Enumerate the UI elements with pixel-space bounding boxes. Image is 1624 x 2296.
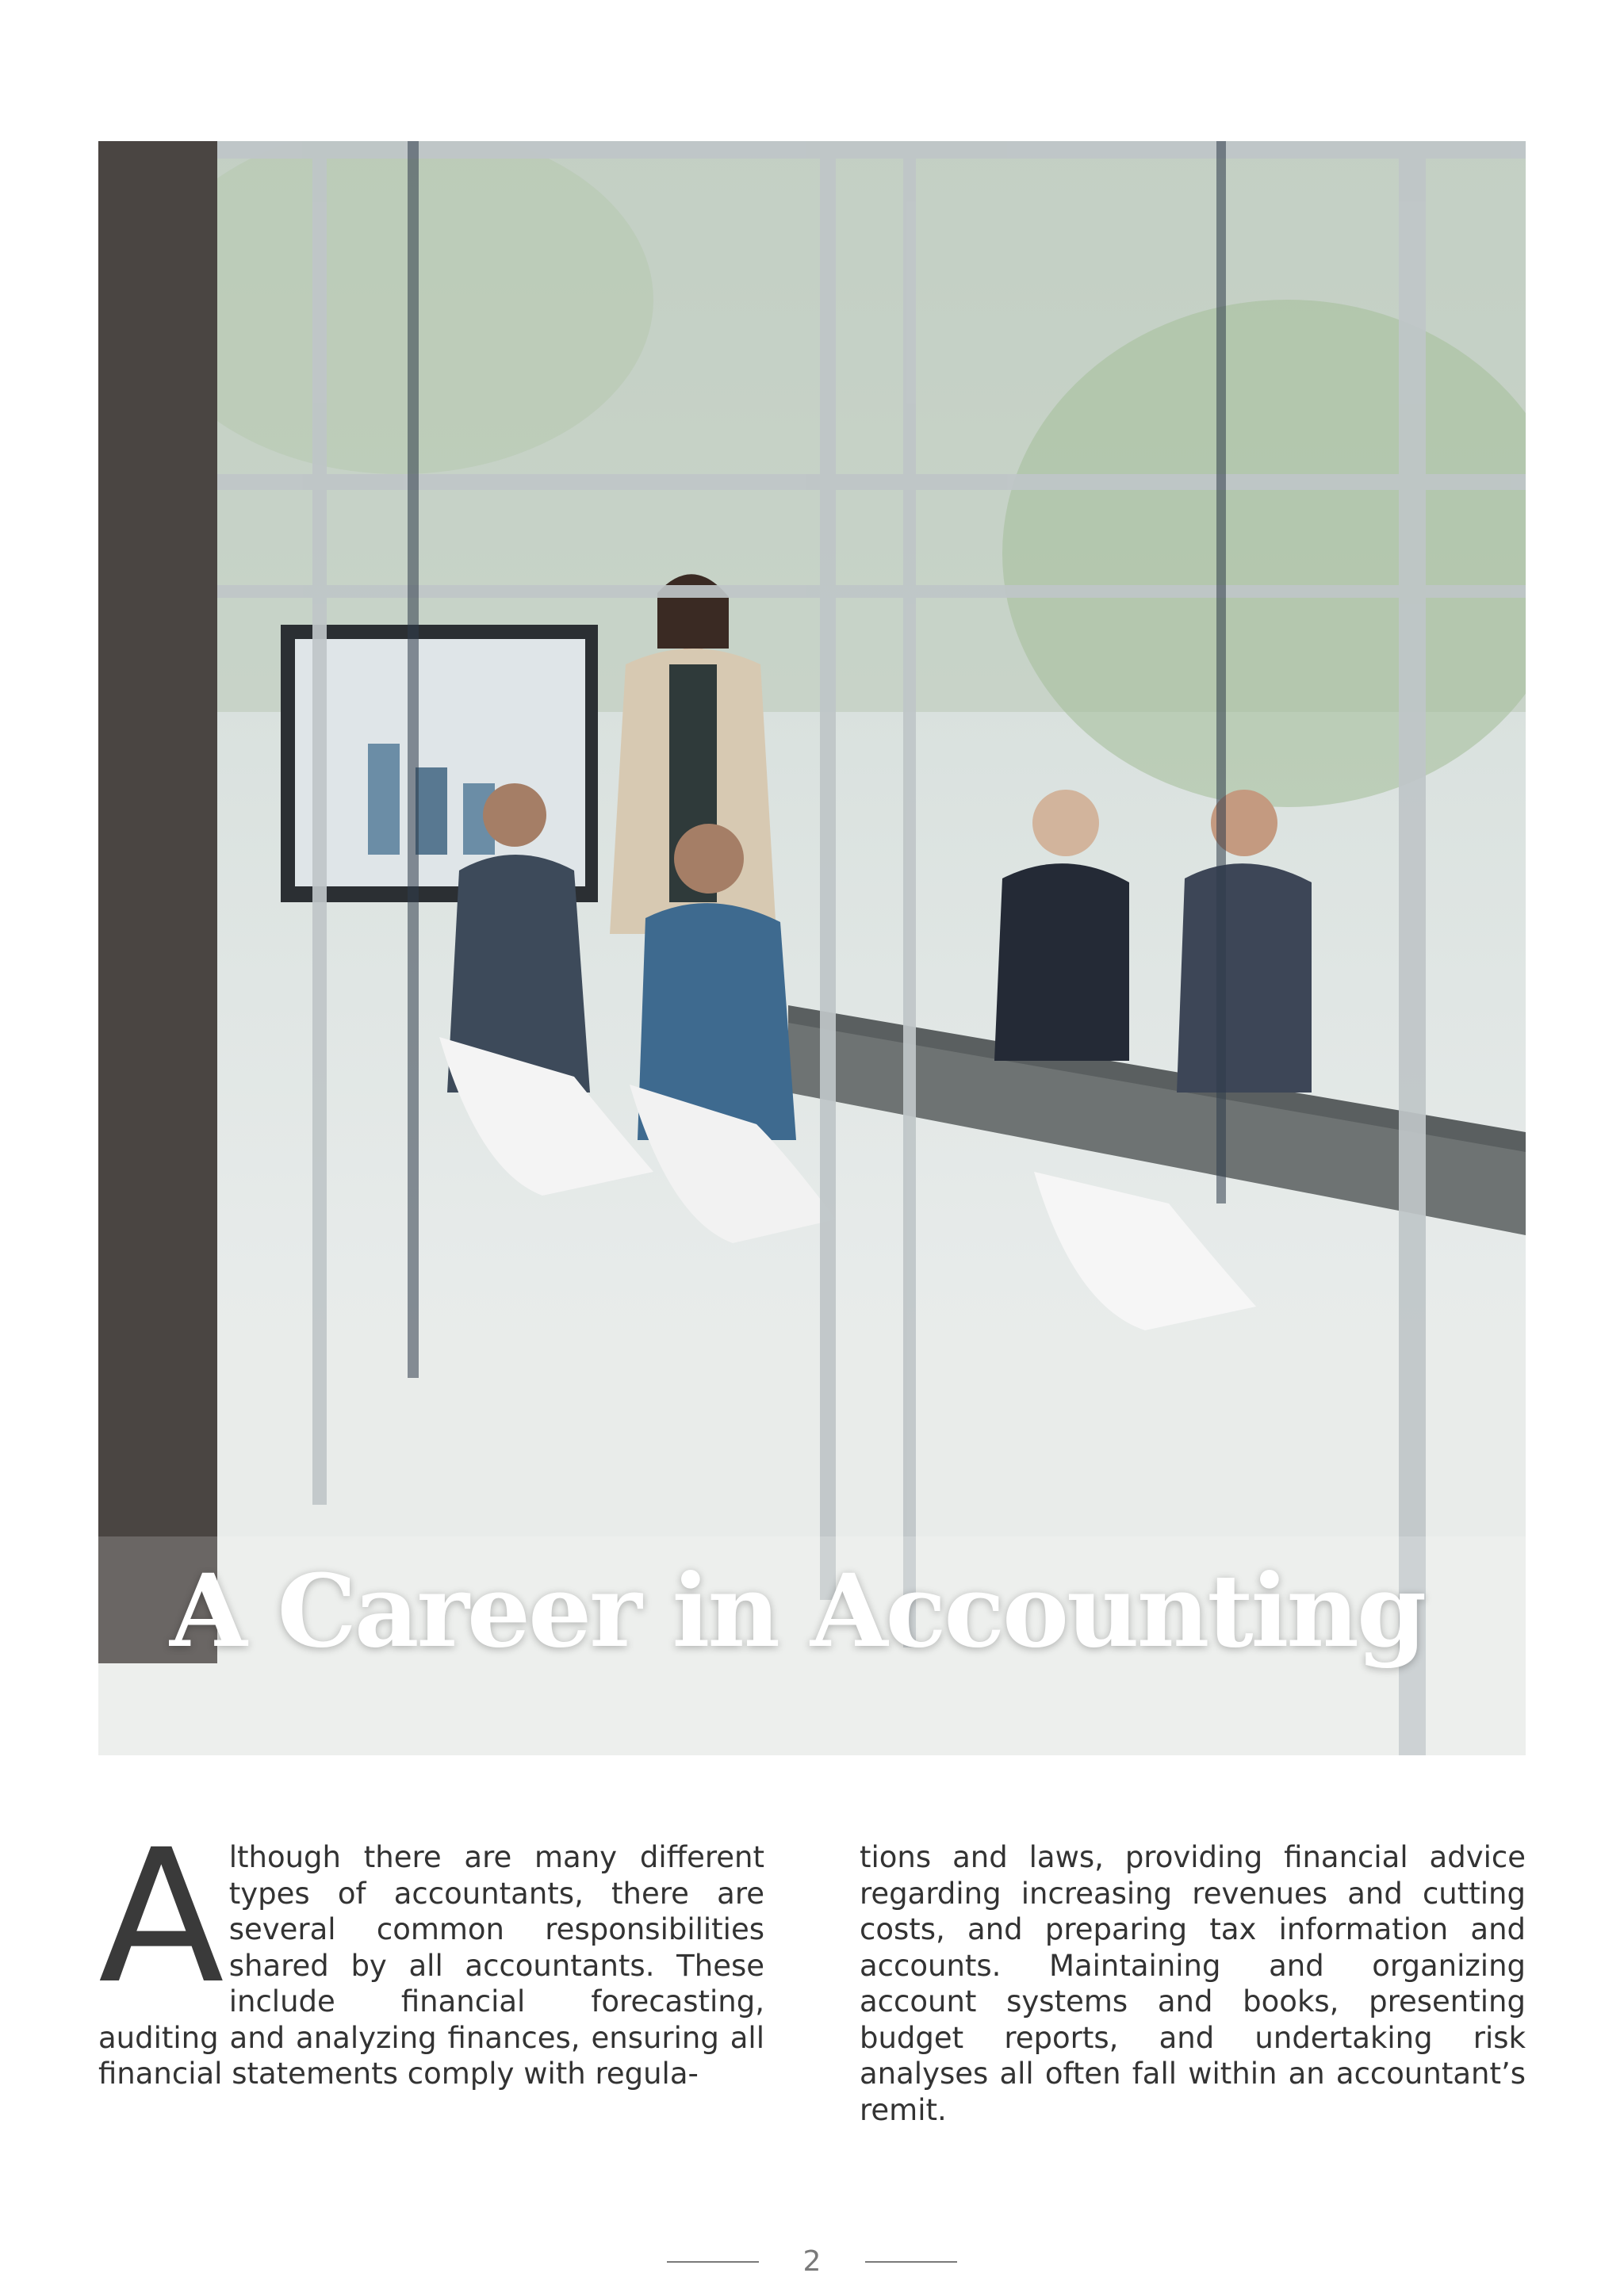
hero-image	[98, 141, 1526, 1755]
page-footer	[0, 2245, 1624, 2278]
article-text-2: tions and laws, providing financial advice regarding increasing revenues and cutting costs, and preparing tax information and accounts. Maintaining and organizing account systems and books, presenting budget reports, and undertaking risk analyses all often fall within an accountant’s remit.	[860, 1840, 1526, 2127]
page-number: 2	[802, 2245, 822, 2278]
article-text-1: lthough there are many different types of accountants, there are several common responsibilities shared by all accountants. These include financial forecasting, auditing and analyzing finances, ensuring all financial statements comply with regula-	[98, 1840, 764, 2091]
page-title: A Career in Accounting	[170, 1552, 1425, 1670]
drop-cap: A	[98, 1810, 224, 2024]
footer-rule-right	[865, 2261, 957, 2263]
article-column-1	[98, 1810, 764, 2092]
article-column-2	[860, 1839, 1526, 2128]
office-meeting-photo	[98, 141, 1526, 1755]
footer-rule-left	[667, 2261, 759, 2263]
